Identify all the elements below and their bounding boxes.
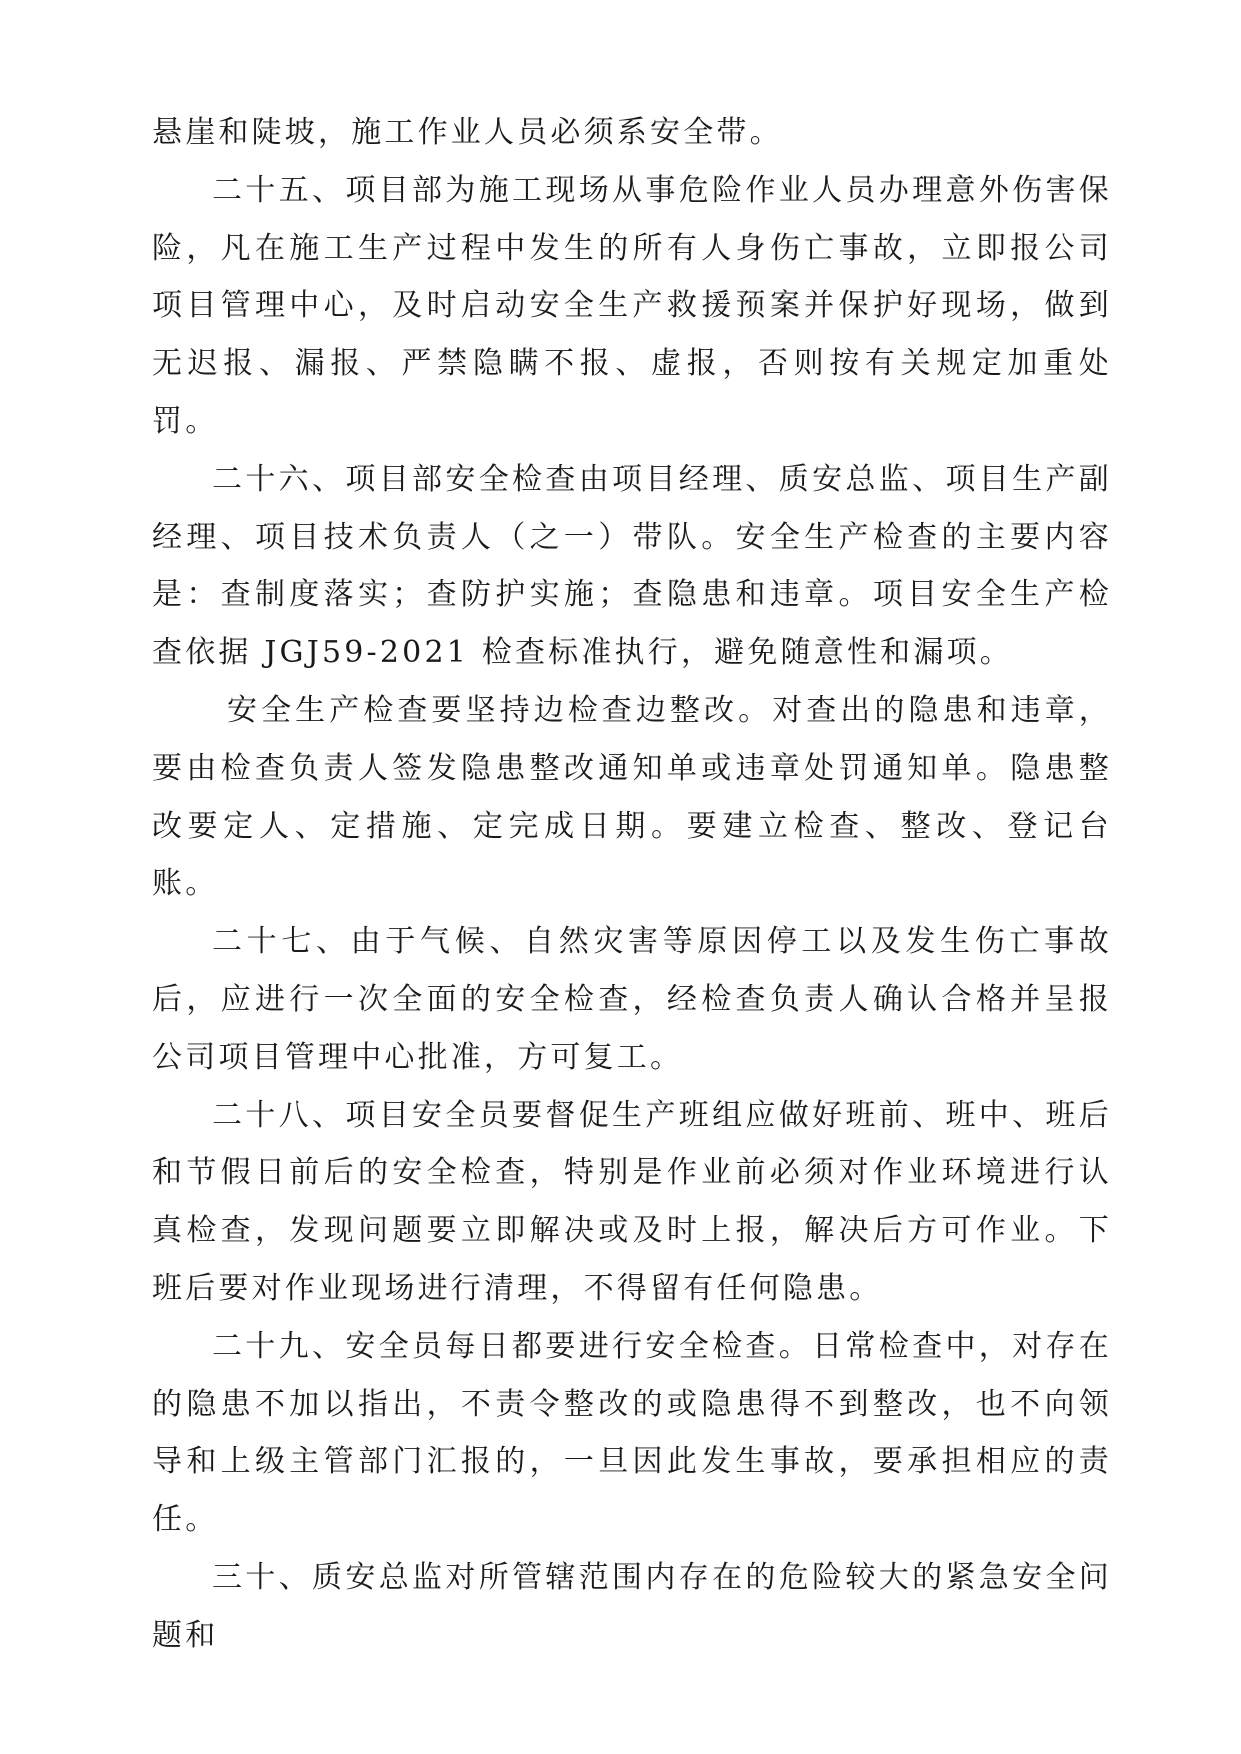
paragraph-continuation: 悬崖和陡坡，施工作业人员必须系安全带。 [152, 115, 783, 150]
paragraph-article-29: 二十九、安全员每日都要进行安全检查。日常检查中，对存在的隐患不加以指出，不责令整改的或隐患得不到整改，也不向领导和上级主管部门汇报的，一旦因此发生事故，要承担相应的责任。 [152, 1328, 1112, 1538]
paragraph-inspection-rectification: 安全生产检查要坚持边检查边整改。对查出的隐患和违章，要由检查负责人签发隐患整改通知单或违章处罚通知单。隐患整改要定人、定措施、定完成日期。要建立检查、整改、登记台账。 [152, 692, 1112, 902]
paragraph-article-26: 二十六、项目部安全检查由项目经理、质安总监、项目生产副经理、项目技术负责人（之一）带队。安全生产检查的主要内容是：查制度落实；查防护实施；查隐患和违章。项目安全生产检查依据 JGJ59-2021 检查标准执行，避免随意性和漏项。 [152, 461, 1112, 671]
paragraph-article-30: 三十、质安总监对所管辖范围内存在的危险较大的紧急安全问题和 [152, 1559, 1112, 1653]
paragraph-article-25: 二十五、项目部为施工现场从事危险作业人员办理意外伤害保险，凡在施工生产过程中发生的所有人身伤亡事故，立即报公司项目管理中心，及时启动安全生产救援预案并保护好现场，做到无迟报、漏报、严禁隐瞒不报、虚报，否则按有关规定加重处罚。 [152, 172, 1112, 439]
paragraph-article-27: 二十七、由于气候、自然灾害等原因停工以及发生伤亡事故后，应进行一次全面的安全检查，经检查负责人确认合格并呈报公司项目管理中心批准，方可复工。 [152, 924, 1112, 1075]
paragraph-article-28: 二十八、项目安全员要督促生产班组应做好班前、班中、班后和节假日前后的安全检查，特别是作业前必须对作业环境进行认真检查，发现问题要立即解决或及时上报，解决后方可作业。下班后要对作业现场进行清理，不得留有任何隐患。 [152, 1097, 1112, 1306]
